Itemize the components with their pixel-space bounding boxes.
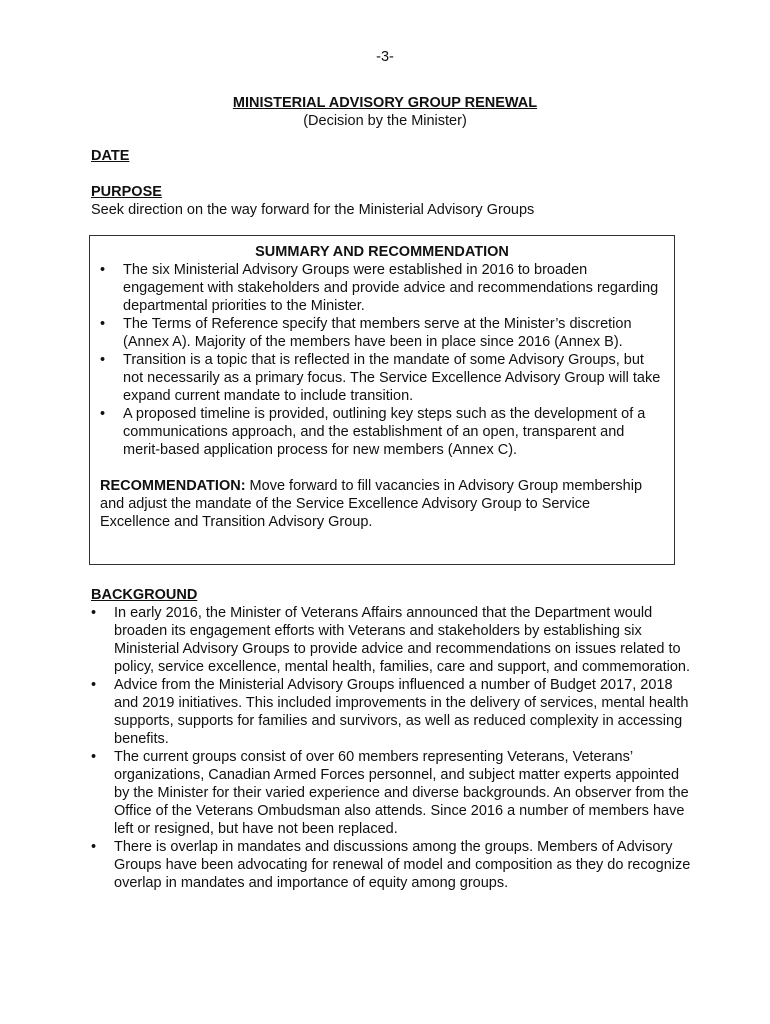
background-bullet: • In early 2016, the Minister of Veterans Affairs announced that the Department would broaden its engagement efforts with Veterans and stakeholders by establishing six Ministerial Advisory Groups to provide advice and recommendations on issues related to policy, service excellence, mental health, families, care and support, and commemoration.: [91, 604, 691, 676]
recommendation-label: RECOMMENDATION:: [100, 478, 246, 494]
recommendation-text: Move forward to fill vacancies in Advisory Group membership and adjust the mandate of the Service Excellence Advisory Group to Service Excellence and Transition Advisory Group.: [100, 478, 643, 530]
summary-bullet: • Transition is a topic that is reflected in the mandate of some Advisory Groups, but not necessarily as a primary focus. The Service Excellence Advisory Group will take expand current mandate to include transition.: [100, 351, 664, 405]
summary-heading: SUMMARY AND RECOMMENDATION: [255, 244, 509, 260]
document-subtitle: (Decision by the Minister): [303, 113, 467, 129]
summary-bullet: • The Terms of Reference specify that members serve at the Minister’s discretion (Annex A). Majority of the members have been in place since 2016 (Annex B).: [100, 315, 664, 351]
document-title: MINISTERIAL ADVISORY GROUP RENEWAL: [232, 95, 538, 111]
recommendation-paragraph: [100, 477, 664, 531]
purpose-section: [91, 183, 691, 219]
background-bullet-list: [91, 604, 691, 892]
summary-bullet: • The six Ministerial Advisory Groups were established in 2016 to broaden engagement with stakeholders and provide advice and recommendations regarding departmental priorities to the Minister.: [100, 261, 664, 315]
summary-box: [89, 235, 675, 565]
purpose-text: Seek direction on the way forward for the Ministerial Advisory Groups: [91, 202, 535, 218]
date-heading: DATE: [91, 148, 130, 164]
background-bullet: • There is overlap in mandates and discussions among the groups. Members of Advisory Groups have been advocating for renewal of model and composition as they do recognize overlap in mandates and importance of equity among groups.: [91, 838, 691, 892]
background-heading: BACKGROUND: [91, 587, 198, 603]
background-bullet: • Advice from the Ministerial Advisory Groups influenced a number of Budget 2017, 2018 and 2019 initiatives. This included improvements in the delivery of services, mental health supports, supports for families and survivors, as well as reduced complexity in accessing benefits.: [91, 676, 691, 748]
background-section: [91, 586, 691, 892]
date-section: [91, 147, 691, 165]
purpose-heading: PURPOSE: [91, 184, 162, 200]
summary-bullet: • A proposed timeline is provided, outlining key steps such as the development of a communications approach, and the establishment of an open, transparent and merit-based application process for new members (Annex C).: [100, 405, 664, 459]
summary-bullet-list: [100, 261, 664, 459]
background-bullet: • The current groups consist of over 60 members representing Veterans, Veterans’ organizations, Canadian Armed Forces personnel, and subject matter experts appointed by the Minister for their varied experience and diverse backgrounds. An observer from the Office of the Veterans Ombudsman also attends. Since 2016 a number of members have left or resigned, but have not been replaced.: [91, 748, 691, 838]
title-block: [0, 94, 770, 130]
page-number: -3-: [376, 49, 394, 65]
